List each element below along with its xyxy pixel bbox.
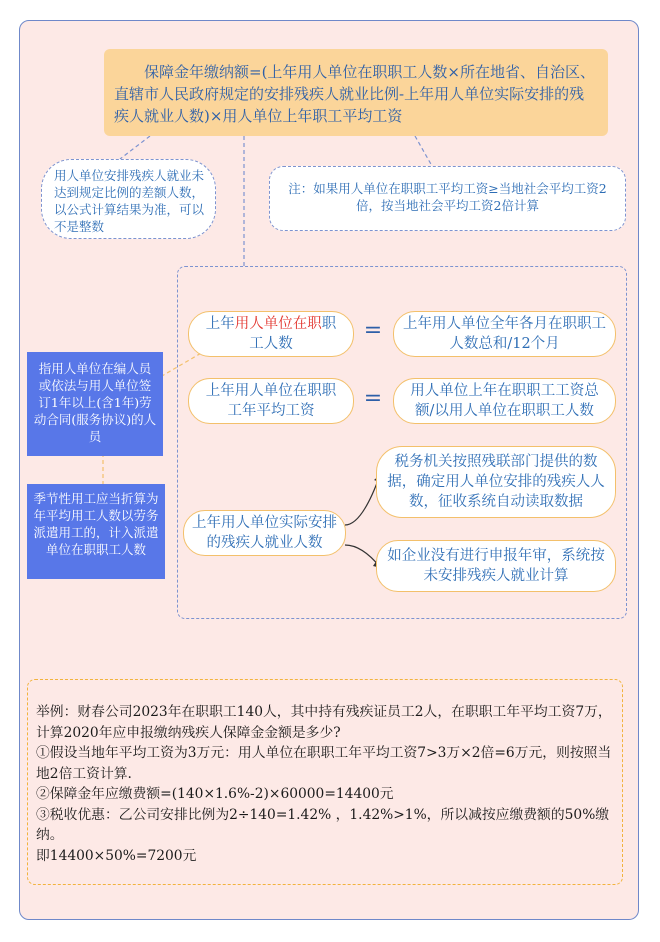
note-wage-cap [269,166,626,231]
example-box [27,679,623,885]
equals-sign-2: = [363,386,383,411]
formula-box [104,49,608,136]
connector-formula-left-note [120,136,150,159]
example-line-5: 即14400×50%=7200元 [36,847,197,864]
term-staff-count-prefix: 上年 [205,316,235,332]
connector-formula-right-note [415,136,432,166]
branch-tax-data [376,446,616,518]
term-disabled-employed [183,510,346,556]
example-line-2: ①假设当地年平均工资为3万元：用人单位在职职工年平均工资7>3万×2倍=6万元，则按照当地2倍工资计算. [36,745,612,782]
equals-sign-1: = [363,318,383,343]
term-avg-wage [188,378,354,424]
branch-no-review-text: 如企业没有进行申报年审，系统按未安排残疾人就业计算 [387,548,605,584]
example-line-1: 举例：财春公司2023年在职职工140人，其中持有残疾证员工2人，在职职工年平均工资7万，计算2020年应申报缴纳残疾人保障金金额是多少? [36,704,612,741]
seasonal-worker-text: 季节性用工应当折算为年平均用工人数以劳务派遣用工的，计入派遣单位在职职工人数 [33,491,159,557]
term-avg-wage-text: 上年用人单位在职职工年平均工资 [205,383,337,419]
value-staff-count [393,311,616,357]
staff-definition-box [27,352,163,456]
term-staff-count [188,311,354,357]
term-staff-count-suffix: 职工人数 [249,316,337,352]
note-wage-cap-text: 注：如果用人单位在职职工平均工资≥当地社会平均工资2倍，按当地社会平均工资2倍计算 [288,181,607,213]
note-shortfall [41,159,216,239]
branch-no-review [376,540,616,592]
example-line-3: ②保障金年应缴费额=(140×1.6%-2)×60000=14400元 [36,786,394,802]
staff-definition-text: 指用人单位在编人员或依法与用人单位签订1年以上(含1年)劳动合同(服务协议)的人员 [33,361,157,444]
example-line-4: ③税收优惠：乙公司安排比例为2÷140=1.42% ，1.42%>1%，所以减按应缴费额的50%缴纳。 [36,806,610,843]
value-avg-wage [393,378,616,424]
seasonal-worker-box [27,484,165,579]
note-shortfall-text: 用人单位安排残疾人就业未达到规定比例的差额人数，以公式计算结果为准，可以不是整数 [54,168,205,234]
term-disabled-employed-text: 上年用人单位实际安排的残疾人就业人数 [192,515,337,551]
value-avg-wage-text: 用人单位上年在职职工工资总额/以用人单位在职职工人数 [410,383,599,419]
formula-text: 保障金年缴纳额=(上年用人单位在职职工人数×所在地省、自治区、直辖市人民政府规定的安排残疾人就业比例-上年用人单位实际安排的残疾人就业人数)×用人单位上年职工平均工资 [114,63,595,125]
branch-tax-data-text: 税务机关按照残联部门提供的数据，确定用人单位安排的残疾人人数，征收系统自动读取数据 [387,454,605,510]
value-staff-count-text: 上年用人单位全年各月在职职工人数总和/12个月 [403,316,606,352]
term-staff-count-highlight: 用人单位在职 [234,316,322,332]
